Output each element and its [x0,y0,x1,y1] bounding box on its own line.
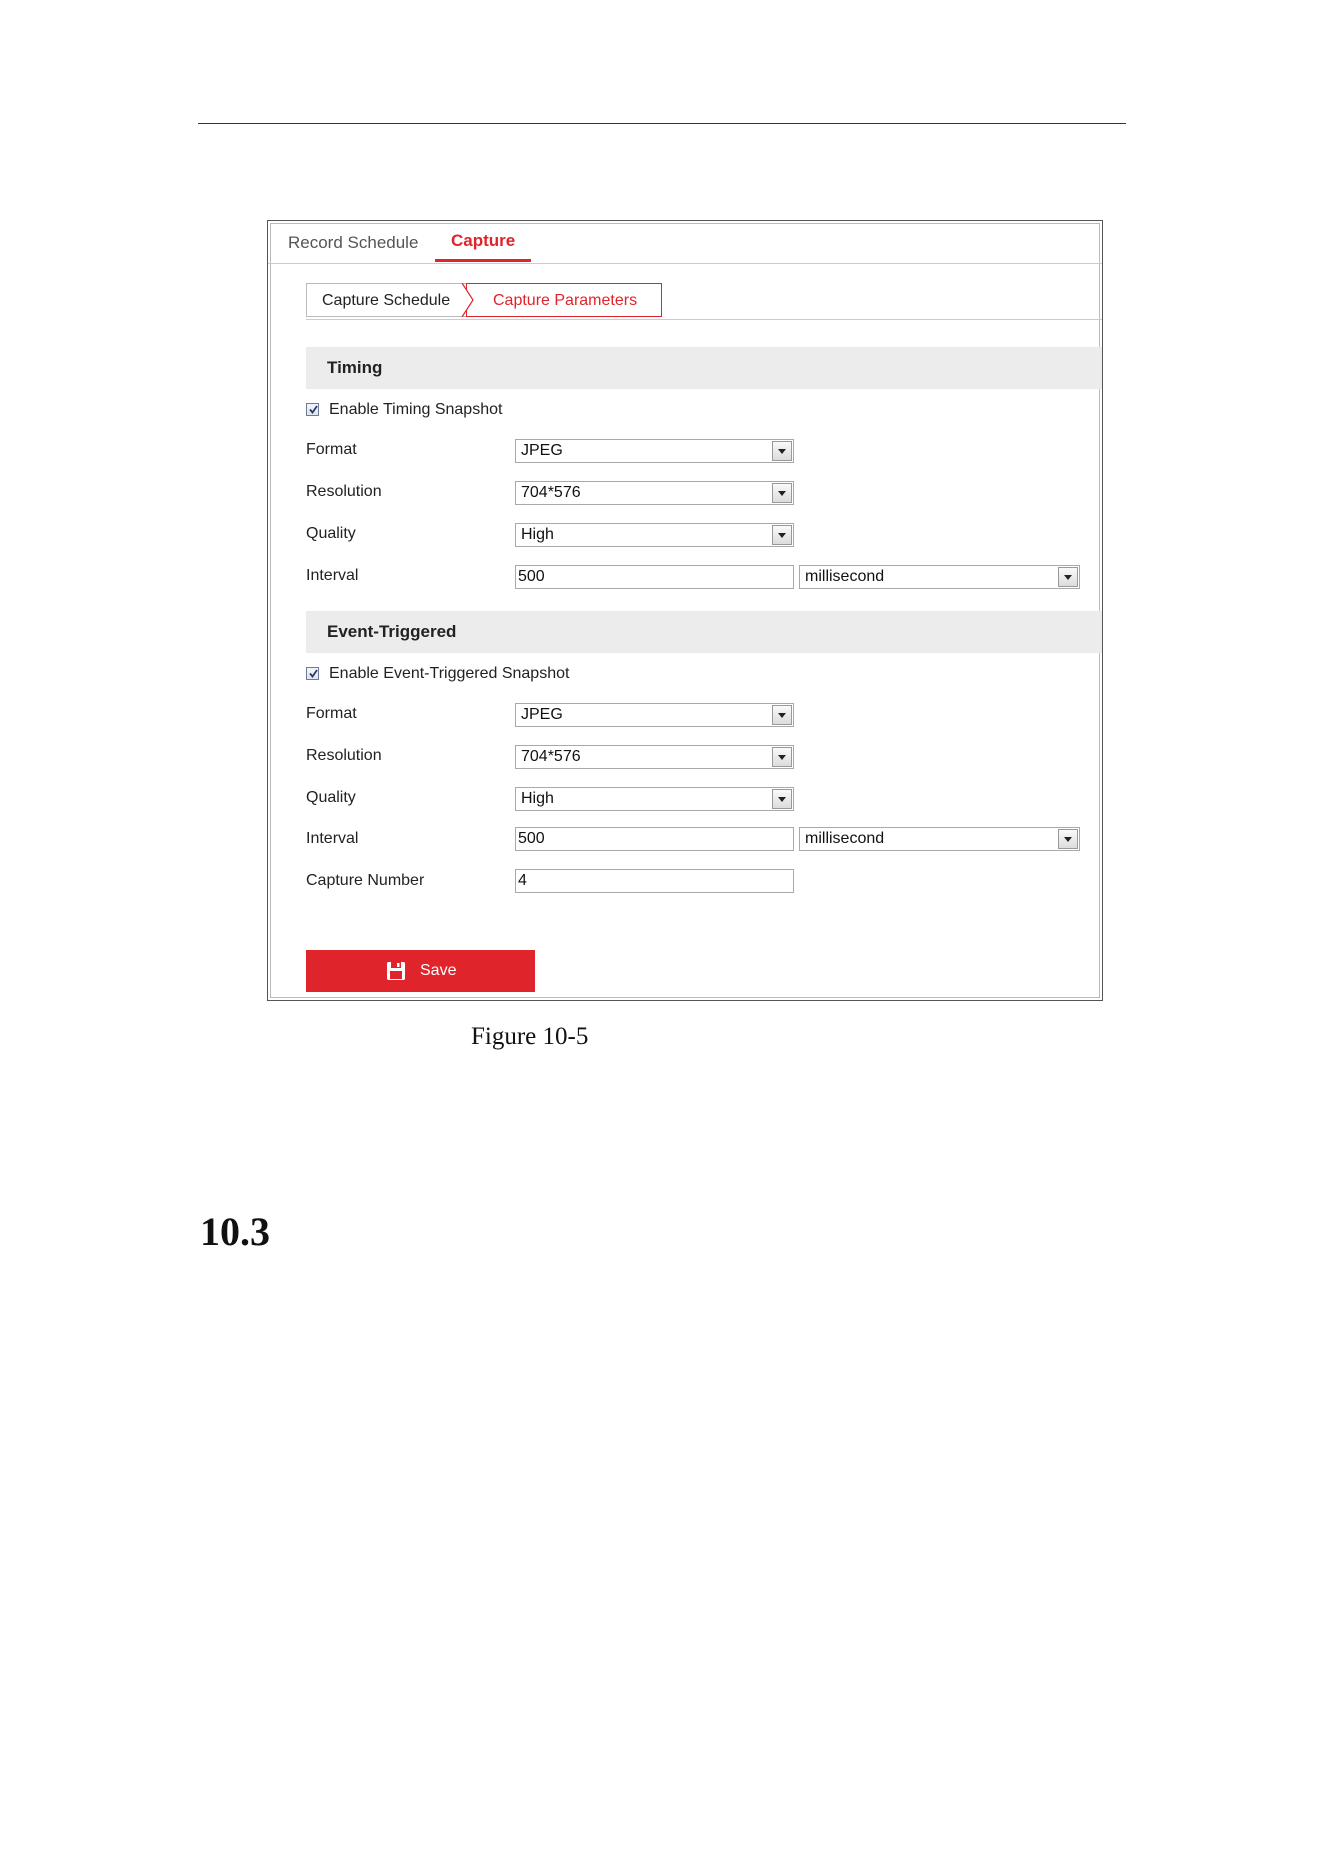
chevron-down-icon[interactable] [1058,829,1078,849]
event-interval-unit-select[interactable] [799,827,1080,851]
save-button-label: Save [420,962,457,979]
event-interval-unit-value: millisecond [805,830,885,847]
save-button[interactable] [306,950,535,992]
event-format-label: Format [306,705,357,722]
checkmark-icon [308,668,319,679]
header-rule [198,123,1126,124]
enable-event-snapshot-checkbox[interactable] [306,667,319,680]
event-format-select[interactable] [515,703,794,727]
timing-section-header: Timing [306,347,1102,389]
chevron-down-icon[interactable] [772,789,792,809]
chevron-down-icon[interactable] [772,441,792,461]
capture-number-input[interactable]: 4 [515,869,794,893]
active-tab-indicator [435,259,531,262]
figure-caption: Figure 10-5 [471,1023,589,1050]
chevron-down-icon[interactable] [772,705,792,725]
timing-interval-input[interactable]: 500 [515,565,794,589]
chevron-down-icon[interactable] [1058,567,1078,587]
subtab-label: Capture Parameters [493,292,638,309]
subtab-capture-parameters[interactable] [466,283,662,317]
event-format-value: JPEG [521,706,563,723]
sub-tab-bar [306,283,1102,320]
chevron-down-icon[interactable] [772,747,792,767]
checkmark-icon [308,404,319,415]
capture-settings-panel [267,220,1103,1001]
tab-record-schedule[interactable]: Record Schedule [288,233,419,252]
chevron-down-icon[interactable] [772,525,792,545]
timing-interval-unit-select[interactable] [799,565,1080,589]
event-quality-value: High [521,790,554,807]
event-triggered-section-header: Event-Triggered [306,611,1102,653]
enable-event-snapshot-label: Enable Event-Triggered Snapshot [329,665,570,682]
capture-number-label: Capture Number [306,872,425,889]
timing-quality-label: Quality [306,525,356,542]
timing-resolution-label: Resolution [306,483,382,500]
timing-resolution-value: 704*576 [521,484,581,501]
subtab-label: Capture Schedule [322,292,451,309]
event-resolution-value: 704*576 [521,748,581,765]
event-interval-input[interactable]: 500 [515,827,794,851]
event-resolution-label: Resolution [306,747,382,764]
section-heading: 10.3 [200,1209,270,1254]
chevron-right-icon [460,283,478,317]
timing-interval-unit-value: millisecond [805,568,885,585]
timing-format-value: JPEG [521,442,563,459]
chevron-down-icon[interactable] [772,483,792,503]
timing-interval-label: Interval [306,567,359,584]
enable-timing-snapshot-checkbox[interactable] [306,403,319,416]
timing-format-label: Format [306,441,357,458]
floppy-disk-icon [386,961,406,981]
event-resolution-select[interactable] [515,745,794,769]
timing-resolution-select[interactable] [515,481,794,505]
timing-format-select[interactable] [515,439,794,463]
timing-quality-select[interactable] [515,523,794,547]
subtab-capture-schedule[interactable] [306,283,466,317]
main-tab-bar [268,221,1102,264]
enable-timing-snapshot-label: Enable Timing Snapshot [329,401,503,418]
tab-capture[interactable]: Capture [451,231,516,250]
event-quality-label: Quality [306,789,356,806]
event-interval-label: Interval [306,830,359,847]
timing-quality-value: High [521,526,554,543]
event-quality-select[interactable] [515,787,794,811]
